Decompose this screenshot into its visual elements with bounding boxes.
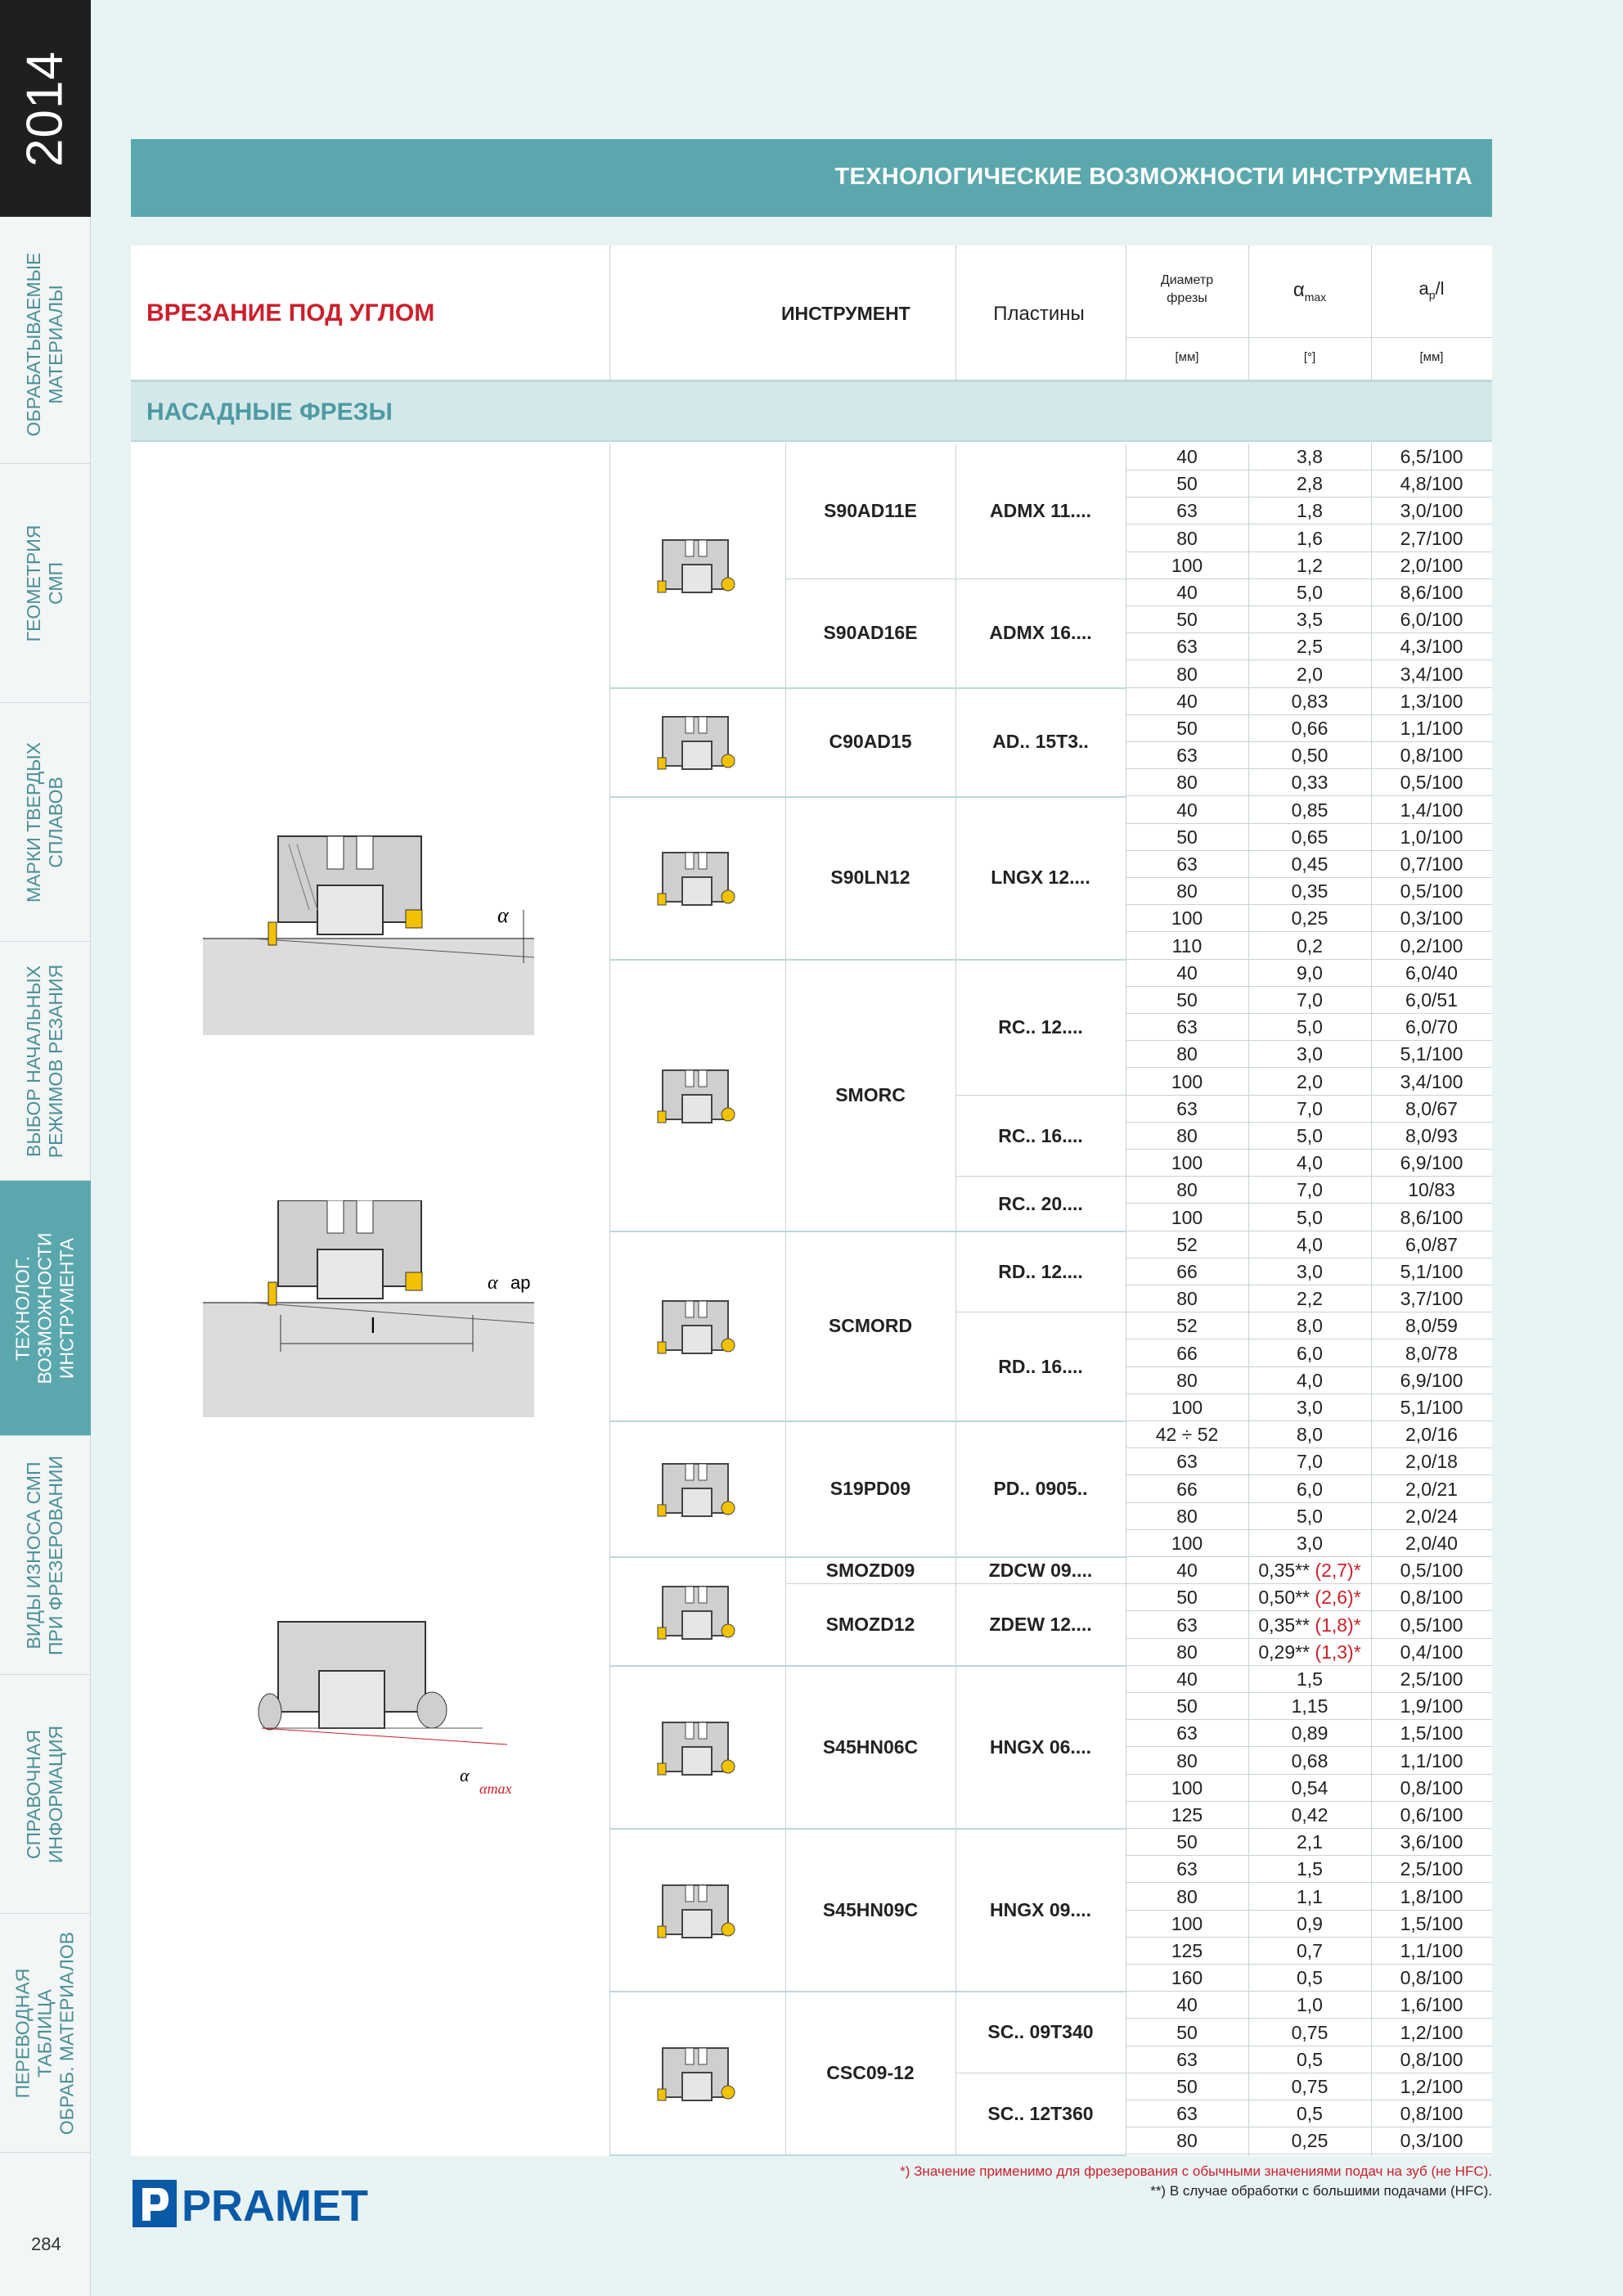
alpha-cell: 5,0 bbox=[1248, 1123, 1371, 1150]
unit-mm-ap: [мм] bbox=[1419, 350, 1444, 364]
insert-cell: HNGX 06.... bbox=[955, 1666, 1126, 1829]
tool-cell: S90AD11E bbox=[785, 443, 955, 579]
alpha-cell: 3,0 bbox=[1248, 1258, 1371, 1285]
alpha-cell: 0,33 bbox=[1248, 769, 1371, 796]
ap-cell: 1,1/100 bbox=[1371, 715, 1492, 742]
alpha-cell: 0,45 bbox=[1248, 851, 1371, 878]
tool-image-icon bbox=[653, 1874, 743, 1947]
alpha-cell: 3,5 bbox=[1248, 606, 1371, 633]
tool-cell: SCMORD bbox=[785, 1231, 955, 1421]
tool-image-icon bbox=[653, 1575, 743, 1649]
diameter-cell: 63 bbox=[1126, 1856, 1248, 1883]
group-separator bbox=[609, 796, 1126, 798]
l-label: l bbox=[371, 1313, 375, 1338]
alpha-cell: 0,42 bbox=[1248, 1802, 1371, 1829]
tab-label: ПЕРЕВОДНАЯ ТАБЛИЦА ОБРАБ. МАТЕРИАЛОВ bbox=[11, 1931, 78, 2136]
alpha-cell: 0,9 bbox=[1248, 1911, 1371, 1938]
ap-cell: 1,3/100 bbox=[1371, 688, 1492, 715]
insert-cell: RD.. 12.... bbox=[955, 1231, 1126, 1313]
insert-cell: AD.. 15T3.. bbox=[955, 688, 1126, 797]
ap-cell: 6,9/100 bbox=[1371, 1367, 1492, 1394]
alpha-cell: 2,0 bbox=[1248, 1069, 1371, 1096]
alpha-cell: 4,0 bbox=[1248, 1367, 1371, 1394]
alpha-cell: 3,0 bbox=[1248, 1530, 1371, 1557]
alpha-cell: 1,5 bbox=[1248, 1856, 1371, 1883]
diameter-cell: 63 bbox=[1126, 633, 1248, 660]
tab-label: ВИДЫ ИЗНОСА СМП ПРИ ФРЕЗЕРОВАНИИ bbox=[23, 1456, 66, 1656]
diameter-cell: 80 bbox=[1126, 1177, 1248, 1204]
group-separator bbox=[609, 1991, 1126, 1992]
tab-label: МАРКИ ТВЕРДЫХ СПЛАВОВ bbox=[23, 742, 66, 903]
diameter-cell: 100 bbox=[1126, 1775, 1248, 1802]
ap-cell: 1,2/100 bbox=[1371, 2073, 1492, 2100]
ap-cell: 0,8/100 bbox=[1371, 1965, 1492, 1992]
ap-cell: 0,5/100 bbox=[1371, 878, 1492, 905]
diameter-cell: 80 bbox=[1126, 878, 1248, 905]
ramping-angle-diagram bbox=[203, 820, 546, 1049]
diameter-cell: 50 bbox=[1126, 824, 1248, 851]
alpha-cell: 0,89 bbox=[1248, 1720, 1371, 1747]
diameter-cell: 80 bbox=[1126, 525, 1248, 552]
alpha-cell: 0,54 bbox=[1248, 1775, 1371, 1802]
alpha-cell: 0,50 bbox=[1248, 742, 1371, 769]
tool-image-icon bbox=[653, 1290, 743, 1363]
alpha-cell: 0,2 bbox=[1248, 933, 1371, 960]
alpha-cell: 0,75 bbox=[1248, 2019, 1371, 2046]
alpha-cell: 2,5 bbox=[1248, 633, 1371, 660]
diameter-cell: 160 bbox=[1126, 1965, 1248, 1992]
alpha-cell: 0,85 bbox=[1248, 797, 1371, 824]
tool-cell: S45HN06C bbox=[785, 1666, 955, 1829]
tool-cell: S90AD16E bbox=[785, 579, 955, 688]
tab-label: СПРАВОЧНАЯ ИНФОРМАЦИЯ bbox=[23, 1725, 66, 1864]
year-label: 2014 bbox=[16, 51, 74, 167]
pramet-logo bbox=[131, 2177, 401, 2232]
ap-cell: 6,0/70 bbox=[1371, 1014, 1492, 1041]
ap-cell: 1,2/100 bbox=[1371, 2019, 1492, 2046]
diameter-cell: 63 bbox=[1126, 1448, 1248, 1475]
diameter-cell: 80 bbox=[1126, 1503, 1248, 1530]
diameter-cell: 40 bbox=[1126, 443, 1248, 470]
diameter-cell: 50 bbox=[1126, 2073, 1248, 2100]
year-block bbox=[0, 0, 91, 217]
unit-mm: [мм] bbox=[1175, 350, 1199, 364]
alpha-max-diagram bbox=[245, 1614, 524, 1818]
ap-cell: 1,5/100 bbox=[1371, 1720, 1492, 1747]
tool-cell: S90LN12 bbox=[785, 797, 955, 960]
alpha-cell: 0,25 bbox=[1248, 905, 1371, 932]
footnote-1: *) Значение применимо для фрезерования с обычными значениями подач на зуб (не HFC). bbox=[900, 2163, 1492, 2179]
alpha-cell: 0,5 bbox=[1248, 2100, 1371, 2127]
alpha-cell: 8,0 bbox=[1248, 1312, 1371, 1339]
ap-cell: 3,7/100 bbox=[1371, 1285, 1492, 1312]
group-separator bbox=[609, 1556, 1126, 1558]
diameter-cell: 52 bbox=[1126, 1312, 1248, 1339]
alpha-cell: 3,0 bbox=[1248, 1041, 1371, 1068]
tool-cell: C90AD15 bbox=[785, 688, 955, 797]
footnote-2: **) В случае обработки с большими подачами (HFC). bbox=[1150, 2183, 1492, 2199]
ap-cell: 0,5/100 bbox=[1371, 1612, 1492, 1639]
tab-materials[interactable] bbox=[0, 225, 91, 464]
diameter-cell: 80 bbox=[1126, 1123, 1248, 1150]
ap-cell: 4,8/100 bbox=[1371, 470, 1492, 497]
insert-cell: RC.. 12.... bbox=[955, 960, 1126, 1096]
ap-cell: 6,9/100 bbox=[1371, 1150, 1492, 1177]
diameter-cell: 80 bbox=[1126, 1748, 1248, 1775]
insert-cell: HNGX 09.... bbox=[955, 1829, 1126, 1992]
ap-cell: 1,5/100 bbox=[1371, 1911, 1492, 1938]
tool-image-icon bbox=[653, 1711, 743, 1785]
section-title: ВРЕЗАНИЕ ПОД УГЛОМ bbox=[146, 299, 435, 326]
diameter-cell: 50 bbox=[1126, 715, 1248, 742]
ap-cell: 2,0/21 bbox=[1371, 1476, 1492, 1503]
diameter-cell: 50 bbox=[1126, 1829, 1248, 1856]
ap-cell: 2,0/18 bbox=[1371, 1448, 1492, 1475]
diameter-cell: 50 bbox=[1126, 470, 1248, 497]
alpha-cell: 2,2 bbox=[1248, 1285, 1371, 1312]
alpha-cell: 4,0 bbox=[1248, 1231, 1371, 1258]
diameter-cell: 40 bbox=[1126, 579, 1248, 606]
alpha-cell: 1,8 bbox=[1248, 497, 1371, 524]
alpha-cell: 3,8 bbox=[1248, 443, 1371, 470]
ap-cell: 0,8/100 bbox=[1371, 742, 1492, 769]
diameter-cell: 100 bbox=[1126, 905, 1248, 932]
tab-tool-capabilities[interactable] bbox=[0, 1181, 91, 1436]
ap-label: ap bbox=[510, 1272, 531, 1293]
tab-grades[interactable] bbox=[0, 703, 91, 942]
alpha-cell: 0,5 bbox=[1248, 2046, 1371, 2073]
diameter-header: Диаметр фрезы bbox=[1160, 273, 1214, 305]
alpha-cell: 0,68 bbox=[1248, 1748, 1371, 1775]
ap-cell: 1,1/100 bbox=[1371, 1938, 1492, 1965]
alpha-cell: 1,0 bbox=[1248, 1992, 1371, 2019]
alpha-cell: 1,2 bbox=[1248, 552, 1371, 579]
ap-cell: 1,8/100 bbox=[1371, 1884, 1492, 1911]
alpha-cell: 6,0 bbox=[1248, 1476, 1371, 1503]
alpha-cell: 0,83 bbox=[1248, 688, 1371, 715]
tool-image-icon bbox=[653, 1452, 743, 1526]
diameter-cell: 50 bbox=[1126, 2019, 1248, 2046]
group-separator bbox=[609, 2154, 1126, 2156]
tab-reference[interactable] bbox=[0, 1675, 91, 1914]
ap-cell: 6,0/100 bbox=[1371, 606, 1492, 633]
ap-cell: 5,1/100 bbox=[1371, 1258, 1492, 1285]
alpha-cell: 1,1 bbox=[1248, 1884, 1371, 1911]
tab-label: ВЫБОР НАЧАЛЬНЫХ РЕЖИМОВ РЕЗАНИЯ bbox=[23, 964, 66, 1159]
unit-deg: [°] bbox=[1303, 350, 1316, 364]
tool-cell: S19PD09 bbox=[785, 1421, 955, 1557]
ap-cell: 3,4/100 bbox=[1371, 1069, 1492, 1096]
diameter-cell: 110 bbox=[1126, 933, 1248, 960]
diameter-cell: 40 bbox=[1126, 1557, 1248, 1584]
ap-cell: 8,0/78 bbox=[1371, 1340, 1492, 1367]
ap-cell: 10/83 bbox=[1371, 1177, 1492, 1204]
diameter-cell: 100 bbox=[1126, 1204, 1248, 1231]
tool-image-icon bbox=[653, 841, 743, 915]
diameter-cell: 63 bbox=[1126, 1096, 1248, 1123]
ap-cell: 0,3/100 bbox=[1371, 905, 1492, 932]
diameter-cell: 63 bbox=[1126, 1720, 1248, 1747]
alpha-cell: 0,7 bbox=[1248, 1938, 1371, 1965]
ap-cell: 0,6/100 bbox=[1371, 1802, 1492, 1829]
group-separator bbox=[609, 1828, 1126, 1830]
alpha-cell: 1,6 bbox=[1248, 525, 1371, 552]
ap-cell: 6,0/51 bbox=[1371, 987, 1492, 1014]
alpha-label: α bbox=[460, 1765, 470, 1785]
header-divider bbox=[1126, 337, 1492, 338]
subsection-title: НАСАДНЫЕ ФРЕЗЫ bbox=[146, 398, 393, 425]
alpha-cell: 0,35** (1,8)* bbox=[1248, 1612, 1371, 1639]
diameter-cell: 63 bbox=[1126, 1612, 1248, 1639]
ap-cell: 8,0/59 bbox=[1371, 1312, 1492, 1339]
tab-wear[interactable] bbox=[0, 1436, 91, 1675]
tab-geometry[interactable] bbox=[0, 464, 91, 703]
section-banner bbox=[131, 139, 1492, 217]
inserts-column-header: Пластины bbox=[993, 303, 1085, 325]
diameter-cell: 50 bbox=[1126, 1584, 1248, 1611]
diameter-cell: 50 bbox=[1126, 606, 1248, 633]
insert-cell: ADMX 11.... bbox=[955, 443, 1126, 579]
tool-cell: SMOZD12 bbox=[785, 1584, 955, 1666]
alpha-cell: 5,0 bbox=[1248, 1014, 1371, 1041]
group-separator bbox=[609, 1420, 1126, 1422]
diameter-cell: 80 bbox=[1126, 1367, 1248, 1394]
tool-cell: CSC09-12 bbox=[785, 1992, 955, 2154]
alpha-cell: 0,25 bbox=[1248, 2127, 1371, 2154]
diameter-cell: 63 bbox=[1126, 742, 1248, 769]
ap-cell: 4,3/100 bbox=[1371, 633, 1492, 660]
banner-title: ТЕХНОЛОГИЧЕСКИЕ ВОЗМОЖНОСТИ ИНСТРУМЕНТА bbox=[834, 164, 1472, 190]
diameter-cell: 40 bbox=[1126, 1992, 1248, 2019]
diameter-cell: 80 bbox=[1126, 1884, 1248, 1911]
diameter-cell: 80 bbox=[1126, 1639, 1248, 1666]
diameter-cell: 100 bbox=[1126, 552, 1248, 579]
diameter-cell: 80 bbox=[1126, 1041, 1248, 1068]
diameter-cell: 50 bbox=[1126, 987, 1248, 1014]
diameter-cell: 66 bbox=[1126, 1476, 1248, 1503]
diameter-cell: 100 bbox=[1126, 1530, 1248, 1557]
insert-cell: SC.. 09T340 bbox=[955, 1992, 1126, 2073]
alpha-cell: 1,15 bbox=[1248, 1693, 1371, 1720]
ap-cell: 0,7/100 bbox=[1371, 851, 1492, 878]
ap-header: $a_p/l$ bbox=[1418, 278, 1445, 302]
ap-cell: 8,6/100 bbox=[1371, 579, 1492, 606]
group-separator bbox=[609, 1665, 1126, 1667]
diameter-cell: 50 bbox=[1126, 1693, 1248, 1720]
diameter-cell: 80 bbox=[1126, 2127, 1248, 2154]
alpha-cell: 7,0 bbox=[1248, 1448, 1371, 1475]
page-number: 284 bbox=[31, 2234, 61, 2254]
alpha-cell: 2,0 bbox=[1248, 661, 1371, 688]
alpha-cell: 0,29** (1,3)* bbox=[1248, 1639, 1371, 1666]
ramping-depth-diagram bbox=[203, 1200, 546, 1438]
alpha-cell: 0,75 bbox=[1248, 2073, 1371, 2100]
ap-cell: 8,0/67 bbox=[1371, 1096, 1492, 1123]
insert-cell: PD.. 0905.. bbox=[955, 1421, 1126, 1557]
tab-material-table[interactable] bbox=[0, 1914, 91, 2153]
diameter-cell: 40 bbox=[1126, 960, 1248, 987]
tool-image-icon bbox=[653, 2037, 743, 2110]
diameter-cell: 125 bbox=[1126, 1802, 1248, 1829]
tool-image-icon bbox=[653, 529, 743, 602]
ap-cell: 8,0/93 bbox=[1371, 1123, 1492, 1150]
diameter-cell: 80 bbox=[1126, 769, 1248, 796]
alpha-cell: 5,0 bbox=[1248, 1503, 1371, 1530]
ap-cell: 0,8/100 bbox=[1371, 1775, 1492, 1802]
ap-cell: 3,6/100 bbox=[1371, 1829, 1492, 1856]
alpha-cell: 0,50** (2,6)* bbox=[1248, 1584, 1371, 1611]
ap-cell: 6,0/87 bbox=[1371, 1231, 1492, 1258]
alpha-cell: 5,0 bbox=[1248, 579, 1371, 606]
subsection-header bbox=[131, 382, 1492, 442]
ap-cell: 1,0/100 bbox=[1371, 824, 1492, 851]
tool-image-icon bbox=[653, 1059, 743, 1132]
ap-cell: 0,5/100 bbox=[1371, 769, 1492, 796]
tab-label: ТЕХНОЛОГ. ВОЗМОЖНОСТИ ИНСТРУМЕНТА bbox=[11, 1232, 78, 1384]
alpha-cell: 8,0 bbox=[1248, 1421, 1371, 1448]
alpha-max-label: αmax bbox=[479, 1781, 512, 1797]
diameter-cell: 40 bbox=[1126, 797, 1248, 824]
ap-cell: 2,0/40 bbox=[1371, 1530, 1492, 1557]
diameter-cell: 40 bbox=[1126, 1666, 1248, 1693]
tab-label: ГЕОМЕТРИЯ СМП bbox=[23, 524, 66, 642]
ramping-table bbox=[131, 245, 1492, 2156]
tab-label: ОБРАБАТЫВАЕМЫЕ МАТЕРИАЛЫ bbox=[23, 252, 66, 437]
ap-cell: 1,1/100 bbox=[1371, 1748, 1492, 1775]
alpha-cell: 2,1 bbox=[1248, 1829, 1371, 1856]
table-body bbox=[131, 443, 1492, 2156]
ap-cell: 6,0/40 bbox=[1371, 960, 1492, 987]
ap-cell: 0,8/100 bbox=[1371, 1584, 1492, 1611]
ap-cell: 0,4/100 bbox=[1371, 1639, 1492, 1666]
ap-cell: 2,0/24 bbox=[1371, 1503, 1492, 1530]
ap-cell: 0,8/100 bbox=[1371, 2046, 1492, 2073]
ap-cell: 3,4/100 bbox=[1371, 661, 1492, 688]
ap-cell: 0,2/100 bbox=[1371, 933, 1492, 960]
insert-cell: ZDCW 09.... bbox=[955, 1557, 1126, 1584]
alpha-label: α bbox=[488, 1272, 498, 1294]
alpha-cell: 2,8 bbox=[1248, 470, 1371, 497]
insert-cell: RC.. 20.... bbox=[955, 1177, 1126, 1231]
alpha-cell: 7,0 bbox=[1248, 1177, 1371, 1204]
ap-cell: 8,6/100 bbox=[1371, 1204, 1492, 1231]
diameter-cell: 80 bbox=[1126, 1285, 1248, 1312]
alpha-cell: 0,35** (2,7)* bbox=[1248, 1557, 1371, 1584]
ap-cell: 1,9/100 bbox=[1371, 1693, 1492, 1720]
ap-cell: 2,5/100 bbox=[1371, 1856, 1492, 1883]
alpha-cell: 0,66 bbox=[1248, 715, 1371, 742]
ap-cell: 5,1/100 bbox=[1371, 1041, 1492, 1068]
ap-cell: 6,5/100 bbox=[1371, 443, 1492, 470]
ap-cell: 2,0/16 bbox=[1371, 1421, 1492, 1448]
diameter-cell: 63 bbox=[1126, 851, 1248, 878]
alpha-cell: 4,0 bbox=[1248, 1150, 1371, 1177]
group-separator bbox=[609, 687, 1126, 689]
diameter-cell: 100 bbox=[1126, 1150, 1248, 1177]
diameter-cell: 100 bbox=[1126, 1911, 1248, 1938]
diameter-cell: 63 bbox=[1126, 2100, 1248, 2127]
ap-cell: 1,6/100 bbox=[1371, 1992, 1492, 2019]
sidebar bbox=[0, 0, 91, 2296]
diameter-cell: 42 ÷ 52 bbox=[1126, 1421, 1248, 1448]
alpha-cell: 3,0 bbox=[1248, 1394, 1371, 1421]
alpha-cell: 5,0 bbox=[1248, 1204, 1371, 1231]
diameter-cell: 52 bbox=[1126, 1231, 1248, 1258]
diameter-cell: 80 bbox=[1126, 661, 1248, 688]
alpha-cell: 6,0 bbox=[1248, 1340, 1371, 1367]
logo-text: PRAMET bbox=[182, 2181, 368, 2231]
diameter-cell: 63 bbox=[1126, 1014, 1248, 1041]
alpha-cell: 0,65 bbox=[1248, 824, 1371, 851]
table-header: ВРЕЗАНИЕ ПОД УГЛОМ ИНСТРУМЕНТ Пластины Диаметр фрезы $\alpha_{max}$ $a_p/l$ [мм] [°] [мм] bbox=[131, 245, 1492, 382]
alpha-header: $\alpha_{max}$ bbox=[1293, 279, 1327, 304]
group-separator bbox=[609, 1231, 1126, 1232]
diameter-cell: 100 bbox=[1126, 1069, 1248, 1096]
group-separator bbox=[609, 959, 1126, 961]
tool-cell: SMOZD09 bbox=[785, 1557, 955, 1584]
ap-cell: 2,7/100 bbox=[1371, 525, 1492, 552]
alpha-cell: 7,0 bbox=[1248, 987, 1371, 1014]
insert-cell: RC.. 16.... bbox=[955, 1096, 1126, 1177]
tool-cell: S45HN09C bbox=[785, 1829, 955, 1992]
ap-cell: 3,0/100 bbox=[1371, 497, 1492, 524]
alpha-cell: 7,0 bbox=[1248, 1096, 1371, 1123]
diameter-cell: 40 bbox=[1126, 688, 1248, 715]
insert-cell: SC.. 12T360 bbox=[955, 2073, 1126, 2155]
tool-image-icon bbox=[653, 705, 743, 779]
alpha-cell: 0,35 bbox=[1248, 878, 1371, 905]
insert-cell: ADMX 16.... bbox=[955, 579, 1126, 688]
diameter-cell: 66 bbox=[1126, 1340, 1248, 1367]
ap-cell: 1,4/100 bbox=[1371, 797, 1492, 824]
diameter-cell: 63 bbox=[1126, 2046, 1248, 2073]
ap-cell: 0,3/100 bbox=[1371, 2127, 1492, 2154]
alpha-label: α bbox=[497, 903, 509, 927]
ap-cell: 0,8/100 bbox=[1371, 2100, 1492, 2127]
ap-cell: 2,0/100 bbox=[1371, 552, 1492, 579]
diameter-cell: 63 bbox=[1126, 497, 1248, 524]
diameter-cell: 100 bbox=[1126, 1394, 1248, 1421]
alpha-cell: 9,0 bbox=[1248, 960, 1371, 987]
ap-cell: 2,5/100 bbox=[1371, 1666, 1492, 1693]
diameter-cell: 66 bbox=[1126, 1258, 1248, 1285]
tool-cell: SMORC bbox=[785, 960, 955, 1231]
insert-cell: ZDEW 12.... bbox=[955, 1584, 1126, 1666]
tab-cutting-conditions[interactable] bbox=[0, 942, 91, 1181]
alpha-cell: 1,5 bbox=[1248, 1666, 1371, 1693]
insert-cell: RD.. 16.... bbox=[955, 1312, 1126, 1421]
alpha-cell: 0,5 bbox=[1248, 1965, 1371, 1992]
insert-cell: LNGX 12.... bbox=[955, 797, 1126, 960]
ap-cell: 5,1/100 bbox=[1371, 1394, 1492, 1421]
ap-cell: 0,5/100 bbox=[1371, 1557, 1492, 1584]
diameter-cell: 125 bbox=[1126, 1938, 1248, 1965]
